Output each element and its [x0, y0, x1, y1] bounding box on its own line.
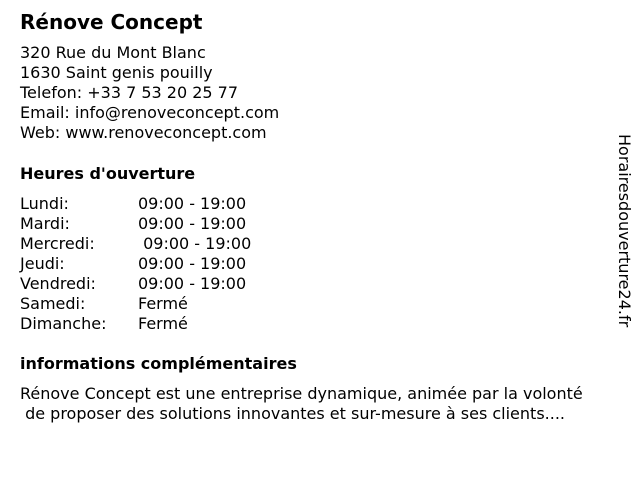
hours-row-thursday [20, 254, 251, 274]
website-address: Web: www.renoveconcept.com [20, 123, 267, 142]
description-line-2: de proposer des solutions innovantes et sur-mesure à ses clients.... [20, 404, 565, 423]
email-address: Email: info@renoveconcept.com [20, 103, 280, 122]
hours-row-saturday [20, 294, 251, 314]
day-label: Jeudi: [20, 254, 65, 273]
day-label: Dimanche: [20, 314, 107, 333]
phone-number: Telefon: +33 7 53 20 25 77 [20, 83, 239, 102]
address-line-street: 320 Rue du Mont Blanc [20, 43, 206, 62]
site-watermark-text: Horairesdouverture24.fr [615, 134, 634, 328]
day-hours: 09:00 - 19:00 [138, 214, 247, 233]
business-contact-block [20, 43, 279, 143]
business-name: Rénove Concept [20, 10, 203, 34]
day-label: Mardi: [20, 214, 70, 233]
day-hours: Fermé [138, 314, 188, 333]
hours-row-monday [20, 194, 251, 214]
description-line-1: Rénove Concept est une entreprise dynamique, animée par la volonté [20, 384, 583, 403]
day-hours: 09:00 - 19:00 [138, 274, 247, 293]
site-watermark [612, 134, 636, 344]
hours-row-wednesday [20, 234, 251, 254]
hours-row-tuesday [20, 214, 251, 234]
day-hours: Fermé [138, 294, 188, 313]
day-hours: 09:00 - 19:00 [138, 194, 247, 213]
additional-info-heading: informations complémentaires [20, 354, 297, 373]
hours-row-friday [20, 274, 251, 294]
opening-hours-heading: Heures d'ouverture [20, 164, 196, 183]
address-line-city: 1630 Saint genis pouilly [20, 63, 213, 82]
opening-hours-table [20, 194, 251, 334]
day-label: Lundi: [20, 194, 69, 213]
business-description [20, 384, 632, 424]
day-label: Samedi: [20, 294, 86, 313]
day-hours: 09:00 - 19:00 [138, 254, 247, 273]
hours-row-sunday [20, 314, 251, 334]
day-label: Mercredi: [20, 234, 95, 253]
day-hours: 09:00 - 19:00 [138, 234, 252, 253]
day-label: Vendredi: [20, 274, 96, 293]
